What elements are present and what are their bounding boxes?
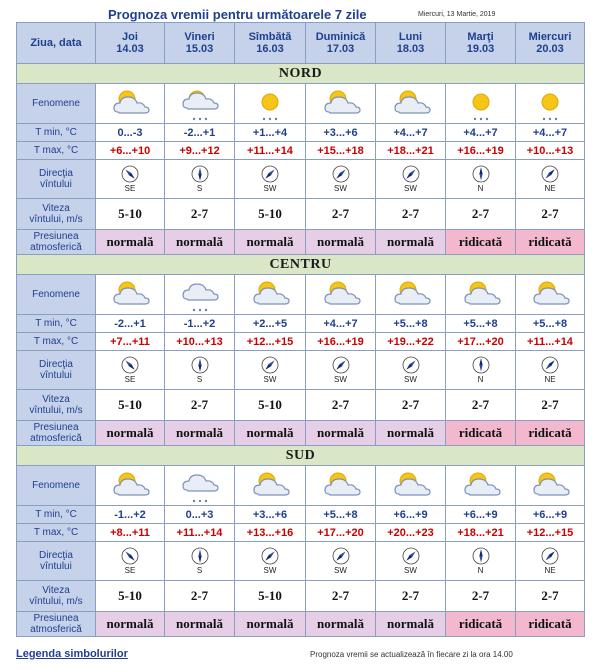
- fenomene-label: Fenomene: [17, 466, 96, 506]
- tmax-label: T max, °C: [17, 333, 96, 351]
- sun-fog-icon: [235, 84, 306, 124]
- wind-direction: [376, 547, 445, 575]
- compass-arrow-icon: [541, 356, 559, 374]
- tmax-value: +10...+13: [516, 142, 585, 160]
- wind-direction-code: SW: [263, 184, 277, 193]
- wind-direction-label: [17, 160, 96, 199]
- day-header: [165, 23, 235, 64]
- pressure-value: normală: [235, 421, 306, 446]
- compass-arrow-icon: [402, 547, 420, 565]
- day-header: [516, 23, 585, 64]
- day-date: 17.03: [326, 43, 355, 55]
- pressure-value: ridicată: [446, 230, 516, 255]
- wind-direction: [306, 165, 375, 193]
- tmax-value: +11...+14: [165, 524, 235, 542]
- pressure-row: [17, 230, 585, 255]
- tmin-value: +6...+9: [376, 506, 446, 524]
- wind-direction-cell: [165, 542, 235, 581]
- tmin-value: +5...+8: [306, 506, 376, 524]
- fenomene-row: [17, 466, 585, 506]
- pressure-row: [17, 612, 585, 637]
- tmin-label: T min, °C: [17, 315, 96, 333]
- cloud-fog-icon: [165, 275, 235, 315]
- wind-speed-value: 5-10: [235, 581, 306, 612]
- wind-direction-code: N: [477, 184, 484, 193]
- wind-direction-code: SE: [124, 184, 136, 193]
- wind-speed-value: 2-7: [376, 199, 446, 230]
- tmin-value: -2...+1: [96, 315, 165, 333]
- day-header: [446, 23, 516, 64]
- wind-direction-code: SW: [404, 375, 417, 384]
- pressure-value: normală: [306, 612, 376, 637]
- compass-arrow-icon: [261, 165, 279, 183]
- forecast-table: [16, 22, 585, 637]
- wind-direction: [235, 165, 305, 193]
- day-header: [235, 23, 306, 64]
- tmax-value: +12...+15: [516, 524, 585, 542]
- pressure-label: [17, 230, 96, 255]
- tmin-value: +3...+6: [235, 506, 306, 524]
- tmin-value: +4...+7: [376, 124, 446, 142]
- day-date: 14.03: [116, 43, 144, 55]
- label-line: Presiunea: [33, 613, 79, 624]
- label-line: vîntului: [40, 370, 72, 381]
- label-line: Direcţia: [39, 359, 73, 370]
- day-header: [376, 23, 446, 64]
- wind-direction: [96, 165, 164, 193]
- tmin-value: +6...+9: [516, 506, 585, 524]
- wind-direction: [376, 356, 445, 384]
- compass-arrow-icon: [472, 165, 490, 183]
- wind-speed-label: [17, 390, 96, 421]
- wind-direction: [446, 165, 515, 193]
- tmax-row: [17, 142, 585, 160]
- sun-cloud-icon: [516, 275, 585, 315]
- pressure-label: [17, 421, 96, 446]
- day-name: Joi: [122, 31, 138, 43]
- wind-direction-cell: [376, 542, 446, 581]
- label-line: Viteza: [42, 394, 70, 405]
- wind-direction-cell: [306, 351, 376, 390]
- pressure-row: [17, 421, 585, 446]
- pressure-value: normală: [96, 612, 165, 637]
- sun-cloud-icon: [516, 466, 585, 506]
- region-row: [17, 255, 585, 275]
- sun-cloud-icon: [235, 275, 306, 315]
- fenomene-row: [17, 275, 585, 315]
- compass-arrow-icon: [402, 356, 420, 374]
- wind-direction: [516, 165, 584, 193]
- label-line: Presiunea: [33, 231, 79, 242]
- compass-arrow-icon: [121, 547, 139, 565]
- region-name: CENTRU: [17, 255, 585, 275]
- label-line: vîntului, m/s: [29, 214, 83, 225]
- tmin-value: +1...+4: [235, 124, 306, 142]
- sun-cloud-icon: [306, 84, 376, 124]
- compass-arrow-icon: [402, 165, 420, 183]
- header-label: Ziua, data: [17, 23, 96, 64]
- label-line: Direcţia: [39, 168, 73, 179]
- pressure-value: ridicată: [446, 612, 516, 637]
- wind-direction-code: N: [477, 375, 484, 384]
- tmax-label: T max, °C: [17, 142, 96, 160]
- wind-direction-cell: [235, 542, 306, 581]
- tmin-value: +5...+8: [446, 315, 516, 333]
- compass-arrow-icon: [121, 356, 139, 374]
- sun-cloud-icon: [96, 275, 165, 315]
- label-line: Viteza: [42, 585, 70, 596]
- tmin-label: T min, °C: [17, 124, 96, 142]
- tmax-value: +16...+19: [446, 142, 516, 160]
- wind-speed-value: 2-7: [376, 581, 446, 612]
- sun-cloud-icon: [446, 275, 516, 315]
- compass-arrow-icon: [121, 165, 139, 183]
- tmin-value: +3...+6: [306, 124, 376, 142]
- tmax-value: +19...+22: [376, 333, 446, 351]
- wind-direction-code: SW: [263, 566, 277, 575]
- tmax-value: +10...+13: [165, 333, 235, 351]
- wind-direction: [96, 356, 164, 384]
- wind-direction-code: SW: [334, 566, 347, 575]
- wind-direction: [235, 356, 305, 384]
- wind-direction-row: [17, 160, 585, 199]
- wind-speed-value: 2-7: [376, 390, 446, 421]
- fenomene-label: Fenomene: [17, 84, 96, 124]
- tmax-value: +18...+21: [376, 142, 446, 160]
- wind-speed-label: [17, 199, 96, 230]
- wind-direction-cell: [96, 542, 165, 581]
- wind-speed-value: 2-7: [306, 390, 376, 421]
- wind-speed-value: 2-7: [306, 581, 376, 612]
- tmin-value: +4...+7: [446, 124, 516, 142]
- label-line: atmosferică: [30, 433, 82, 444]
- wind-speed-label: [17, 581, 96, 612]
- wind-direction-cell: [446, 542, 516, 581]
- fenomene-row: [17, 84, 585, 124]
- compass-arrow-icon: [472, 547, 490, 565]
- tmax-value: +6...+10: [96, 142, 165, 160]
- tmax-value: +13...+16: [235, 524, 306, 542]
- label-line: atmosferică: [30, 624, 82, 635]
- compass-arrow-icon: [191, 356, 209, 374]
- tmin-value: +5...+8: [376, 315, 446, 333]
- wind-direction-code: S: [196, 184, 203, 193]
- pressure-value: ridicată: [446, 421, 516, 446]
- wind-direction-code: SW: [334, 184, 347, 193]
- tmin-row: [17, 506, 585, 524]
- wind-direction-cell: [446, 160, 516, 199]
- day-date: 20.03: [536, 43, 564, 55]
- wind-direction: [165, 165, 234, 193]
- tmax-value: +15...+18: [306, 142, 376, 160]
- wind-speed-value: 2-7: [516, 581, 585, 612]
- wind-direction-code: SE: [124, 566, 136, 575]
- wind-direction-label: [17, 351, 96, 390]
- day-date: 16.03: [256, 43, 284, 55]
- sun-cloud-fog-icon: [165, 84, 235, 124]
- tmin-value: +5...+8: [516, 315, 585, 333]
- wind-direction-cell: [376, 351, 446, 390]
- label-line: Presiunea: [33, 422, 79, 433]
- day-name: Luni: [398, 31, 423, 43]
- label-line: atmosferică: [30, 242, 82, 253]
- pressure-value: normală: [306, 230, 376, 255]
- fenomene-label: Fenomene: [17, 275, 96, 315]
- wind-speed-value: 2-7: [446, 199, 516, 230]
- day-date: 18.03: [396, 43, 425, 55]
- day-name: Vineri: [184, 31, 215, 43]
- wind-direction: [376, 165, 445, 193]
- label-line: vîntului: [40, 179, 72, 190]
- compass-arrow-icon: [541, 165, 559, 183]
- tmax-value: +8...+11: [96, 524, 165, 542]
- wind-direction-code: NE: [544, 184, 556, 193]
- pressure-value: normală: [165, 612, 235, 637]
- legend-link[interactable]: Legenda simbolurilor: [16, 648, 128, 660]
- compass-arrow-icon: [472, 356, 490, 374]
- wind-direction-code: SW: [404, 184, 417, 193]
- pressure-value: ridicată: [516, 230, 585, 255]
- sun-cloud-icon: [376, 466, 446, 506]
- wind-speed-value: 5-10: [96, 199, 165, 230]
- tmin-row: [17, 315, 585, 333]
- region-row: [17, 64, 585, 84]
- sun-cloud-icon: [376, 275, 446, 315]
- pressure-value: normală: [96, 230, 165, 255]
- pressure-value: normală: [235, 230, 306, 255]
- tmax-value: +11...+14: [516, 333, 585, 351]
- tmin-value: -1...+2: [96, 506, 165, 524]
- wind-direction-cell: [516, 351, 585, 390]
- tmin-value: 0...-3: [96, 124, 165, 142]
- wind-direction-cell: [165, 160, 235, 199]
- wind-speed-value: 2-7: [306, 199, 376, 230]
- wind-direction-code: NE: [544, 566, 556, 575]
- tmin-value: -2...+1: [165, 124, 235, 142]
- wind-direction: [306, 547, 375, 575]
- label-line: vîntului, m/s: [29, 596, 83, 607]
- wind-speed-value: 2-7: [446, 581, 516, 612]
- wind-speed-value: 2-7: [165, 199, 235, 230]
- wind-speed-value: 5-10: [235, 390, 306, 421]
- label-line: vîntului, m/s: [29, 405, 83, 416]
- update-note: Prognoza vremii se actualizează în fiecare zi la ora 14.00: [310, 650, 513, 659]
- tmax-label: T max, °C: [17, 524, 96, 542]
- day-header: [306, 23, 376, 64]
- wind-direction-cell: [96, 160, 165, 199]
- pressure-value: ridicată: [516, 421, 585, 446]
- tmax-value: +20...+23: [376, 524, 446, 542]
- wind-speed-value: 2-7: [165, 390, 235, 421]
- tmax-value: +16...+19: [306, 333, 376, 351]
- wind-direction-code: S: [196, 375, 203, 384]
- wind-direction-code: SW: [334, 375, 347, 384]
- day-name: Sîmbătă: [248, 31, 292, 43]
- sun-fog-icon: [516, 84, 585, 124]
- day-name: Miercuri: [528, 31, 572, 43]
- sun-cloud-icon: [96, 84, 165, 124]
- wind-direction: [516, 547, 584, 575]
- tmax-value: +9...+12: [165, 142, 235, 160]
- wind-direction-row: [17, 542, 585, 581]
- wind-speed-value: 2-7: [516, 390, 585, 421]
- header-row: [17, 23, 585, 64]
- wind-speed-value: 2-7: [446, 390, 516, 421]
- tmin-value: 0...+3: [165, 506, 235, 524]
- wind-direction: [96, 547, 164, 575]
- wind-direction: [446, 356, 515, 384]
- wind-direction-cell: [516, 160, 585, 199]
- compass-arrow-icon: [332, 165, 350, 183]
- wind-direction: [235, 547, 305, 575]
- wind-direction: [306, 356, 375, 384]
- region-name: NORD: [17, 64, 585, 84]
- wind-direction-cell: [516, 542, 585, 581]
- pressure-value: normală: [165, 421, 235, 446]
- sun-cloud-icon: [446, 466, 516, 506]
- tmin-value: +2...+5: [235, 315, 306, 333]
- tmax-value: +18...+21: [446, 524, 516, 542]
- compass-arrow-icon: [191, 165, 209, 183]
- wind-direction: [516, 356, 584, 384]
- wind-direction-code: NE: [544, 375, 556, 384]
- wind-direction-cell: [446, 351, 516, 390]
- wind-direction-cell: [306, 542, 376, 581]
- tmax-row: [17, 524, 585, 542]
- wind-direction: [165, 356, 234, 384]
- sun-cloud-icon: [376, 84, 446, 124]
- wind-direction-code: SW: [263, 375, 277, 384]
- page-title: Prognoza vremii pentru următoarele 7 zile: [108, 7, 367, 22]
- sun-fog-icon: [446, 84, 516, 124]
- sun-cloud-icon: [306, 275, 376, 315]
- wind-speed-row: [17, 390, 585, 421]
- pressure-value: ridicată: [516, 612, 585, 637]
- tmin-value: +4...+7: [306, 315, 376, 333]
- tmax-value: +11...+14: [235, 142, 306, 160]
- pressure-value: normală: [165, 230, 235, 255]
- wind-speed-value: 5-10: [96, 581, 165, 612]
- pressure-value: normală: [235, 612, 306, 637]
- wind-speed-value: 5-10: [235, 199, 306, 230]
- tmax-value: +17...+20: [306, 524, 376, 542]
- tmax-value: +17...+20: [446, 333, 516, 351]
- tmax-value: +7...+11: [96, 333, 165, 351]
- pressure-value: normală: [376, 421, 446, 446]
- wind-direction-cell: [235, 160, 306, 199]
- wind-speed-value: 2-7: [516, 199, 585, 230]
- sun-cloud-icon: [306, 466, 376, 506]
- wind-direction-row: [17, 351, 585, 390]
- pressure-label: [17, 612, 96, 637]
- wind-speed-row: [17, 581, 585, 612]
- compass-arrow-icon: [541, 547, 559, 565]
- wind-direction-code: SE: [124, 375, 136, 384]
- issue-date: Miercuri, 13 Martie, 2019: [418, 11, 496, 18]
- sun-cloud-icon: [96, 466, 165, 506]
- day-header: [96, 23, 165, 64]
- tmax-row: [17, 333, 585, 351]
- wind-speed-value: 2-7: [165, 581, 235, 612]
- label-line: Direcţia: [39, 550, 73, 561]
- pressure-value: normală: [306, 421, 376, 446]
- pressure-value: normală: [376, 230, 446, 255]
- day-date: 19.03: [466, 43, 495, 55]
- cloud-fog-icon: [165, 466, 235, 506]
- wind-direction-cell: [165, 351, 235, 390]
- compass-arrow-icon: [191, 547, 209, 565]
- wind-direction-label: [17, 542, 96, 581]
- day-name: Marţi: [467, 31, 494, 43]
- compass-arrow-icon: [332, 547, 350, 565]
- region-name: SUD: [17, 446, 585, 466]
- tmax-value: +12...+15: [235, 333, 306, 351]
- compass-arrow-icon: [261, 547, 279, 565]
- compass-arrow-icon: [261, 356, 279, 374]
- day-name: Duminică: [315, 31, 366, 43]
- wind-direction-cell: [235, 351, 306, 390]
- tmin-label: T min, °C: [17, 506, 96, 524]
- label-line: vîntului: [40, 561, 72, 572]
- label-line: Viteza: [42, 203, 70, 214]
- wind-direction-cell: [376, 160, 446, 199]
- compass-arrow-icon: [332, 356, 350, 374]
- wind-speed-row: [17, 199, 585, 230]
- wind-direction: [446, 547, 515, 575]
- wind-direction-code: SW: [404, 566, 417, 575]
- wind-direction-cell: [96, 351, 165, 390]
- day-date: 15.03: [185, 43, 214, 55]
- tmin-row: [17, 124, 585, 142]
- tmin-value: +4...+7: [516, 124, 585, 142]
- pressure-value: normală: [376, 612, 446, 637]
- region-row: [17, 446, 585, 466]
- wind-direction-code: N: [477, 566, 484, 575]
- pressure-value: normală: [96, 421, 165, 446]
- tmin-value: +6...+9: [446, 506, 516, 524]
- wind-direction-cell: [306, 160, 376, 199]
- wind-direction-code: S: [196, 566, 203, 575]
- tmin-value: -1...+2: [165, 315, 235, 333]
- wind-speed-value: 5-10: [96, 390, 165, 421]
- wind-direction: [165, 547, 234, 575]
- sun-cloud-icon: [235, 466, 306, 506]
